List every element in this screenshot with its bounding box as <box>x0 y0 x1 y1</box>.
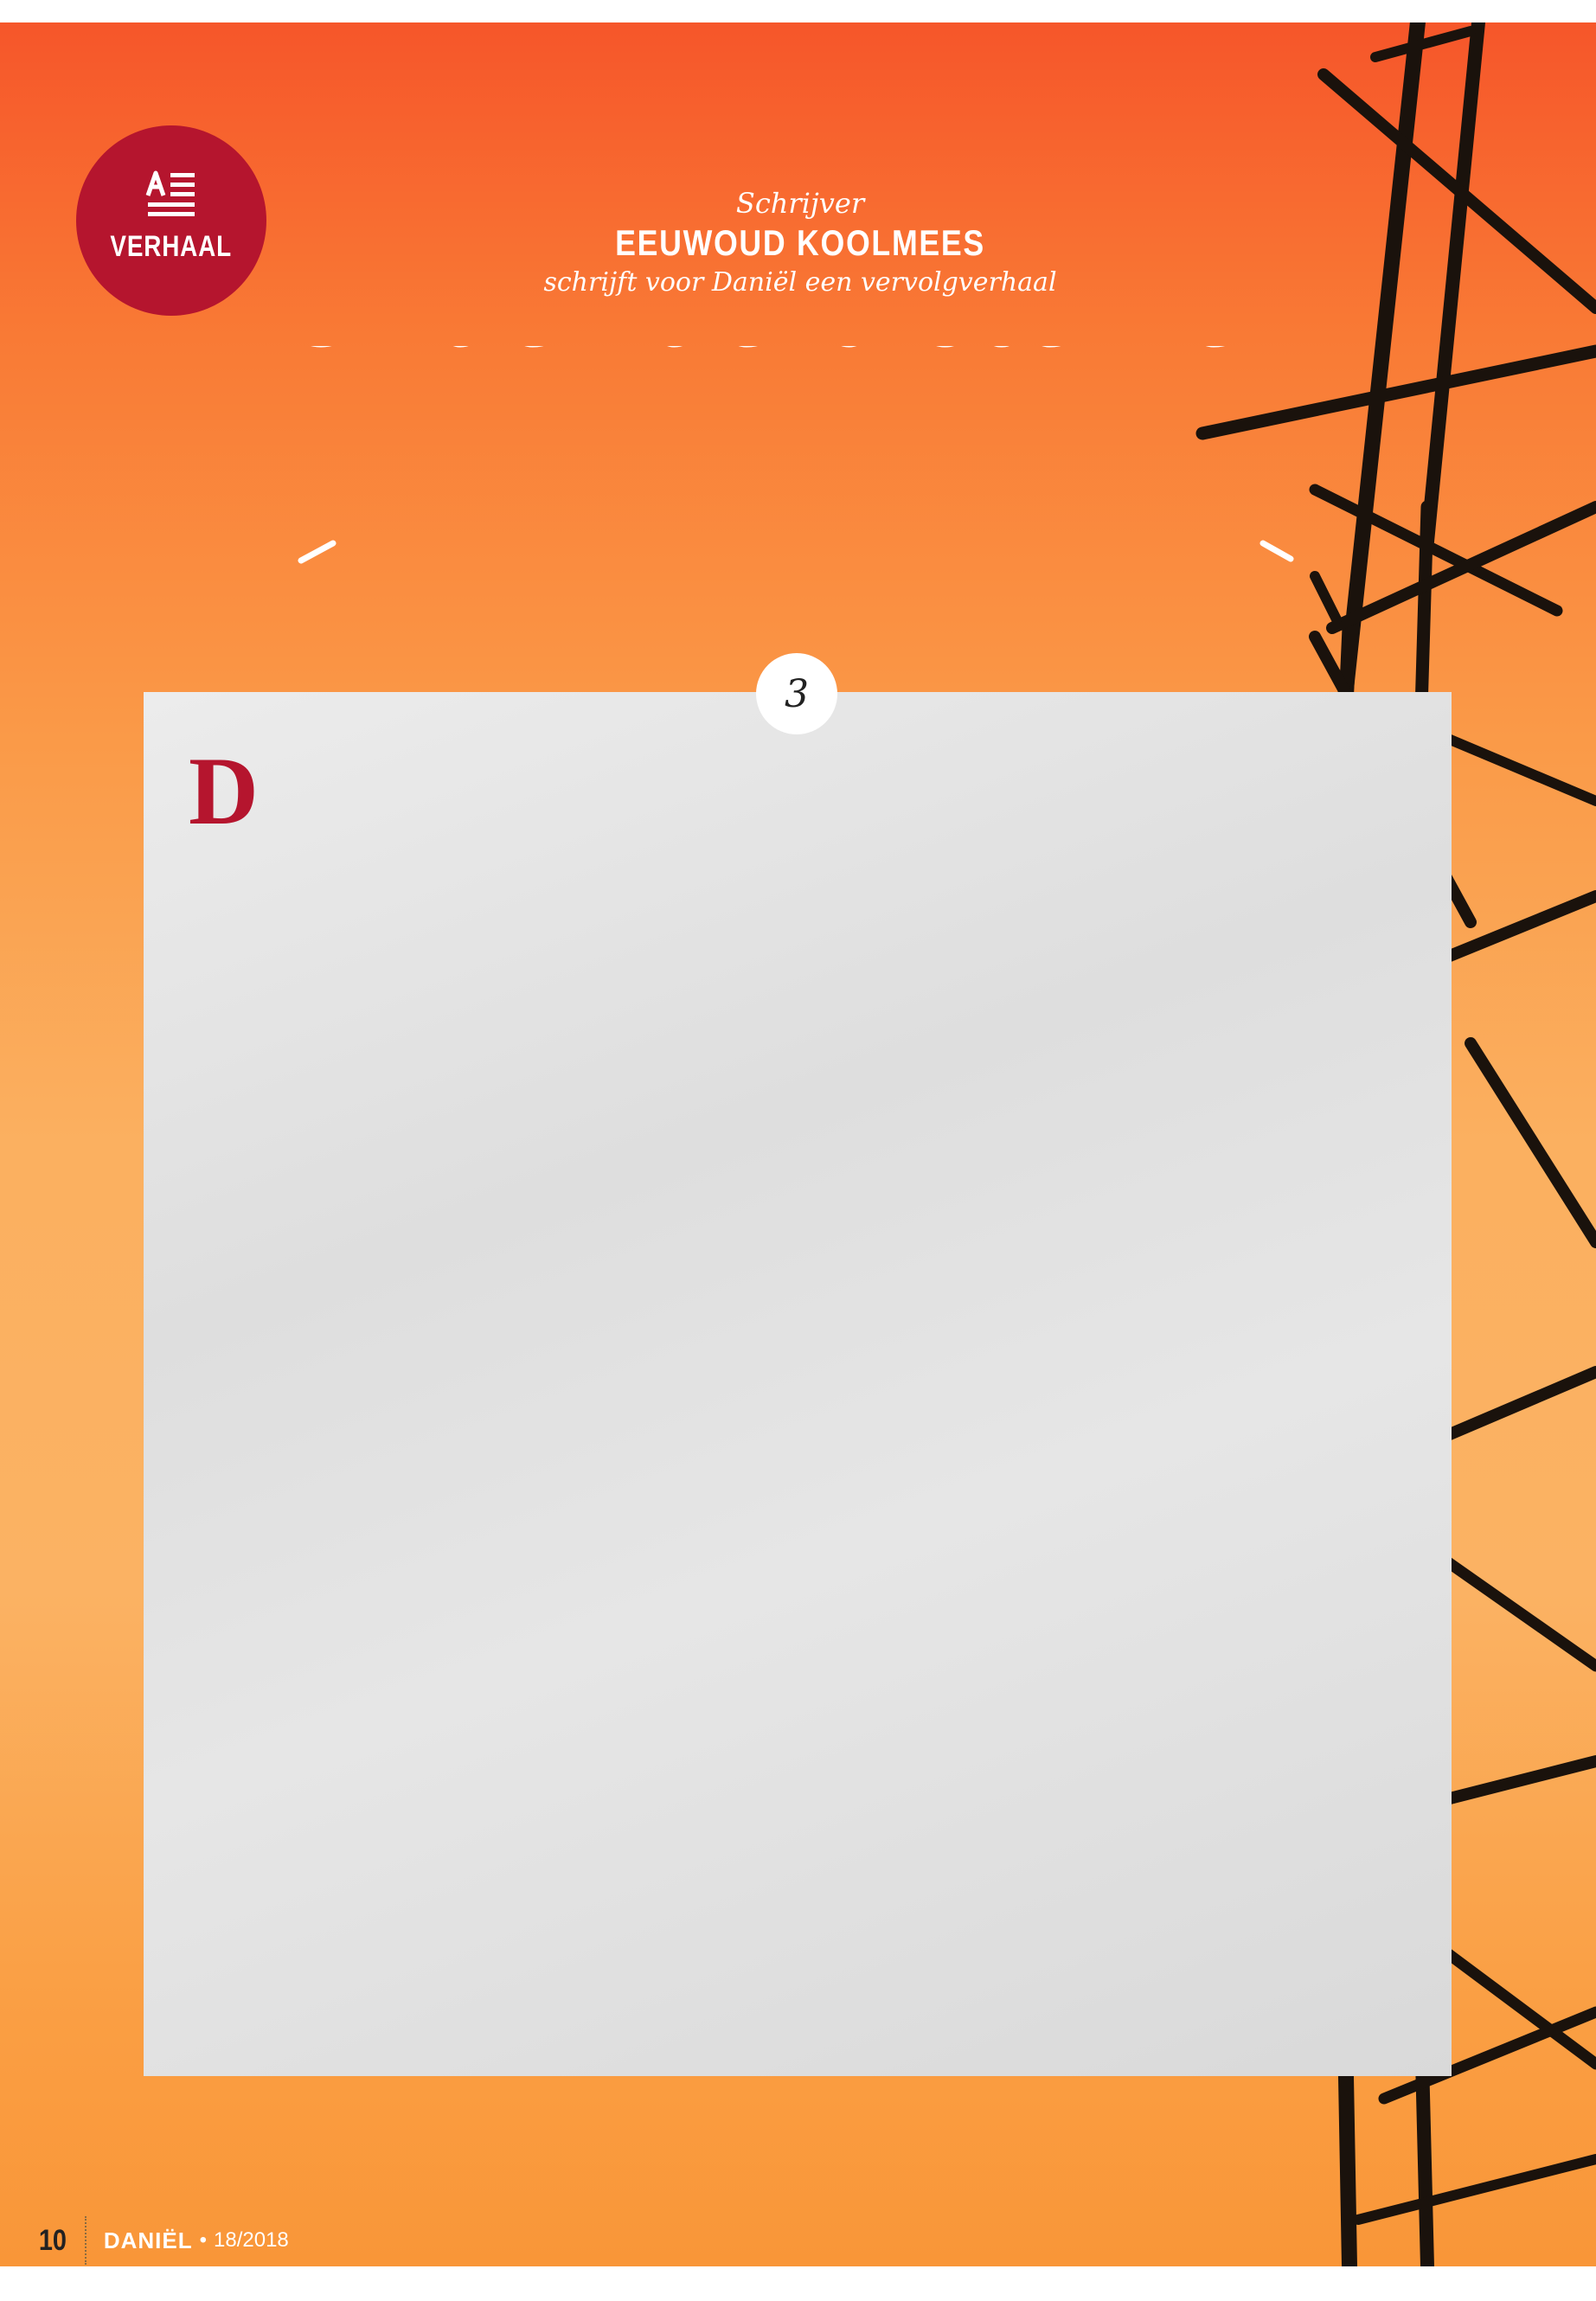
magazine-name: DANIËL <box>103 2227 193 2253</box>
section-badge <box>76 125 266 316</box>
chapter-number: 3 <box>756 653 837 734</box>
author-role: Schrijver <box>735 187 865 220</box>
story-column-left <box>189 738 811 845</box>
story-title <box>285 346 1306 588</box>
byline-subtitle: schrijft voor Daniël een vervolgverhaal <box>543 267 1057 298</box>
title-dash-right <box>1263 543 1291 559</box>
page-footer <box>36 2214 289 2266</box>
article-icon <box>144 170 198 218</box>
footer-bullet: • <box>199 2228 208 2252</box>
story-title-text <box>285 346 1306 371</box>
byline <box>519 186 1081 300</box>
story-card <box>144 692 1452 2076</box>
page-number: 10 <box>38 2223 67 2257</box>
title-dash-left <box>301 543 333 561</box>
drop-cap: D <box>189 738 259 845</box>
footer-divider <box>85 2216 88 2265</box>
author-name: EEUWOUD KOOLMEES <box>615 222 985 263</box>
section-label: VERHAAL <box>110 229 233 263</box>
issue-number: 18/2018 <box>214 2228 289 2252</box>
